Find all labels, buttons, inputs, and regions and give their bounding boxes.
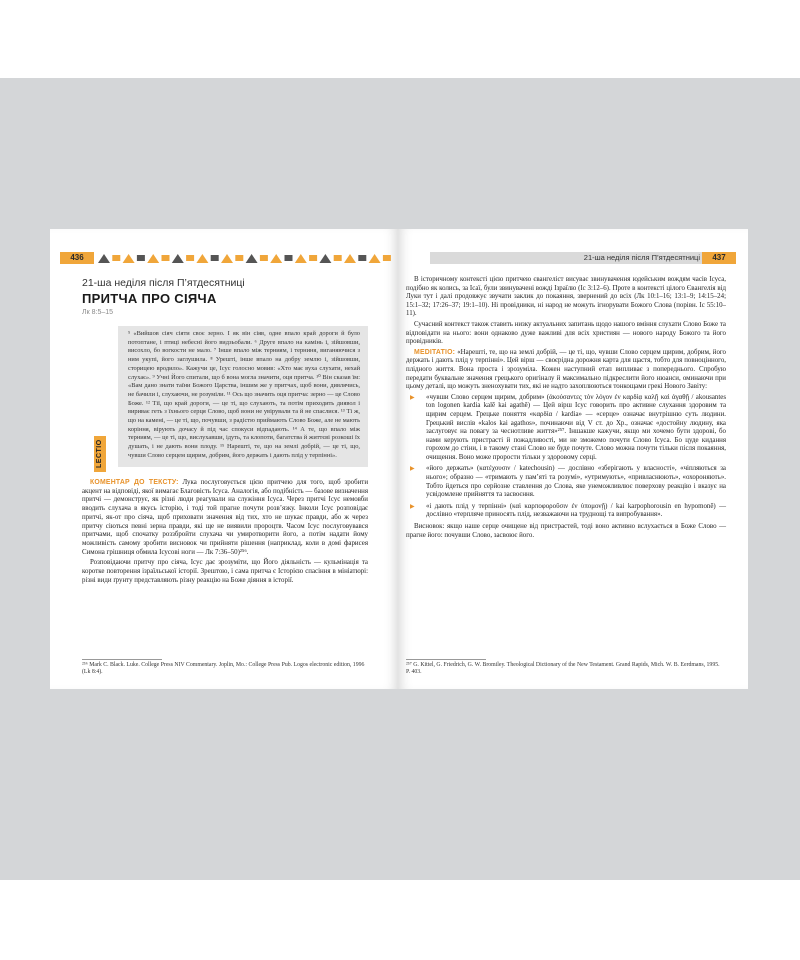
- lectio-quote-box: [118, 326, 368, 467]
- left-page: [50, 229, 398, 689]
- meditatio-paragraph: [406, 349, 726, 392]
- paragraph: В історичному контексті цією притчею євангеліст висуває звинувачення юдейським вождям часів Ісуса, подібно як колись, за Ісаї, були звинувачені вожді Ізраїлю (Іс 3:12–6). Проте в контексті цілого Євангелія від Луки тут і далі продовжує звучати заклик до покаяння, звернений до всіх (Лк 10:1–16; 13:1–9; 14:15–24; 15:1–32; 17:26–37; 19:1–10). Ні провідники, ні народ не можуть ігнорувати Божого Слова (порівн. Іс 55:10–11).: [406, 276, 726, 318]
- top-margin: [0, 0, 800, 78]
- right-body: [406, 276, 726, 542]
- bullet-list: [406, 394, 726, 520]
- list-item: ▶ «чувши Слово серцем щирим, добрим» (ἀκούσαντες τὸν λόγον ἐν καρδίᾳ καλῇ καὶ ἀγαθῇ / akousantes ton logonen kardia kalē kai agathē) — Цей вірш Ісус говорить про активне слухання здоровим та щирим серцем. Грецьке поняття «καρδία / kardia» — «серце» означає внутрішню суть людини. Грецький вислів «kalos kai agathos», починаючи від V ст. до Хр., означає «достойну людину, яка заслуговує на повагу за чеснотливе життя»²⁵⁷. Іншакше кажучи, якщо ми хочемо бути здорові, бо нами керують пристрасті й пожадливості, ми не зможемо почути Слово Ісуса. Бо цуде кидання горохом до стіни, і в такому стані Слово не буде почуте. Слово можна почути тільки після покаяння, очищення. Воно може прорости тільки у здоровому серці.: [410, 393, 726, 461]
- bullet-icon: ▶: [410, 394, 415, 401]
- list-item: ▶ «і дають плід у терпінні» (καὶ καρποφοροῦσιν ἐν ὑπομονῇ) / kai karpophorousin en hypomonē) — дослівно «терпляче приносять плід, незважаючи на труднощі та випробування».: [410, 502, 726, 519]
- ornament-motif: [137, 255, 145, 261]
- lectio-text: ⁵ «Вийшов сіяч сіяти своє зерно. І як він сіяв, одне впало край дороги й було потоптане, і птиці небесні його видзьобали. ⁶ Друге впало на камінь і, зійшовши, висохло, бо вогкости не мало. ⁷ Інше впало між терниям, і терниня, виганяючися з ним укупі, його заглушила. ⁸ Урешті, інше впало на добру землю і, зійшовши, сторицею вродило». Кажучи це, Ісус голосно мовив: «Хто має вуха слухати, нехай слухає». ⁹ Учні Його спитали, що б вона могла значити, оця притча. ¹⁰ Він сказав їм: «Вам дано знати таїни Божого Царства, іншим же у притчах, щоб вони, дивлячись, не бачили і, слухаючи, не розуміли. ¹¹ Ось що значить оця притча: зерно — це Слово Боже. ¹² Тії, що край дороги, — це ті, що слухають, та потім приходить диявол і вириває геть з їхнього серця Слово, щоб вони не увірували та й не спаслися. ¹³ Ті ж, що на камені, — це ті, що, почувши, з радістю приймають Слово Боже, але не мають коріння, вірують дочасу й під час спокуси відпадають. ¹⁴ А те, що впало між терниям, — це ті, що, вислухавши, ідуть, та клопоти, багатства й життєві розкоші їх душать, і не дають вони плоду. ¹⁵ Нарешті, те, що на землі добрій, — це ті, що, чувши Слово серцем щирим, добрим, його держать і дають плід у терпінні».: [128, 330, 360, 459]
- ornament-motif: [186, 255, 194, 261]
- scripture-reference: Лк 8:5–15: [82, 309, 114, 316]
- ornament-motif: [196, 254, 208, 263]
- ornament-motif: [334, 255, 342, 261]
- bullet-icon: ▶: [410, 503, 415, 510]
- ornament-motif: [112, 255, 120, 261]
- ornament-motif: [309, 255, 317, 261]
- ornament-motif: [369, 254, 381, 263]
- section-title: ПРИТЧА ПРО СІЯЧА: [82, 291, 217, 306]
- conclusion: Висновок: якщо наше серце очищене від пристрастей, тоді воно активно вслухається в Боже Слово — прагне його: почувши Слово, засвоює його.: [406, 523, 726, 539]
- ornament-motif: [211, 255, 219, 261]
- ornament-motif: [344, 254, 356, 263]
- commentary-text: Лука послуговується цією притчею для того, щоб зробити акцент на відповіді, якої вимагає Благовість Ісуса. Аналогія, або подібність — базове визначення притчі — демонструє, як різні люди реагували на служіння Ісуса. Через притчі Ісус немовби вводить слухача в якусь історію, і тоді той прагне почути розв’язку. Інколи Ісус розповідає притчі, як-от про сіяча, щоб приховати значення від тих, хто не шукає правди, або ж через притчу сіються певні зерна правди, які ще не виявили пророцтв. Часом Ісус послуговувався притчами, щоб спочатку роззбройти слухача чи умиротворити його, а потім надати йому можливість самому зробити висновок чи прийняти рішення (наприклад, коли в домі фарисея Симона грішниця обмила Ісусові ноги — Лк 7:36–50)²⁵⁶.: [82, 479, 369, 556]
- ornament-motif: [383, 255, 391, 261]
- ornament-motif: [319, 254, 331, 263]
- footnote-rule: [406, 659, 486, 660]
- footnote: ²⁵⁷ G. Kittel, G. Friedrich, G. W. Bromiley. Theological Dictionary of the New Testament. Grand Rapids, Mich. W. B. Eerdmans, 1995. P. 403.: [406, 662, 720, 675]
- page-number: 437: [702, 252, 736, 264]
- sunday-title: 21-ша неділя після П’ятдесятниці: [82, 277, 245, 289]
- commentary-body: [82, 479, 368, 587]
- page-number: 436: [60, 252, 94, 264]
- ornament-motif: [147, 254, 159, 263]
- footnote-rule: [82, 659, 162, 660]
- paragraph: Сучасний контекст також ставить низку актуальних запитань щодо нашого вміння слухати Слово Боже та відповідати на нього: вони однаково дуже важливі для всіх християн — нового народу Божого та його провідників.: [406, 320, 726, 346]
- ornament-motif: [270, 254, 282, 263]
- running-header: 21-ша неділя після П’ятдесятниці: [583, 253, 700, 262]
- meditatio-text: «Нарешті, те, що на землі добрій, — це ті, що, чувши Слово серцем щирим, добрим, його держать і дають плід у терпінні». Цей вірш — своєрідна дорожня карта для щастя, тобто для повноцінного, плідного життя. Вона проста і зрозуміла. Кожен наступний етап випливає з попереднього. Спробую передати буквальне значення грецького оригіналу й максимально підкреслити його нюанси, оминаючи при цьому деталі, що можуть зненохувати тих, які не надто захоплюються тонкощами грекі Нового Завіту:: [406, 348, 726, 391]
- bullet-icon: ▶: [410, 466, 415, 473]
- ornament-motif: [246, 254, 258, 263]
- meditatio-label: MEDITATIO:: [414, 348, 456, 356]
- ornament-motif: [358, 255, 366, 261]
- lectio-tab: LECTIO: [94, 436, 106, 472]
- ornament-motif: [295, 254, 307, 263]
- right-page: [398, 229, 748, 689]
- ornament-motif: [98, 254, 110, 263]
- ornament-motif: [285, 255, 293, 261]
- ornament-motif: [172, 254, 184, 263]
- ornament-motif: [221, 254, 233, 263]
- footnote: ²⁵⁶ Mark C. Black. Luke. College Press NIV Commentary. Joplin, Mo.: College Press Pub. Logos electronic edition, 1996 (Lk 8:4).: [82, 662, 365, 675]
- ornament-motif: [235, 255, 243, 261]
- commentary-paragraph: [82, 479, 368, 557]
- ornament-band: [98, 253, 394, 263]
- ornament-motif: [260, 255, 268, 261]
- ornament-motif: [123, 254, 135, 263]
- list-item: ▶ «його держать» (κατέχουσιν / katechousin) — дослівно «зберігають у власності», «чіпляються за нього»; образно — «тримають у пам’яті та розумі», «утримують», «привласнюють», «охороняють». Тобто йдеться про серйозне ставлення до Слова, яке унеможливлює поверхову реакцію і вказує на усвідомлене прийняття та засвоєння.: [410, 465, 726, 499]
- commentary-label: КОМЕНТАР ДО ТЕКСТУ:: [90, 479, 179, 486]
- bottom-margin: [0, 880, 800, 960]
- paragraph: Розповідаючи притчу про сіяча, Ісус дає зрозуміти, що Його діяльність — кульмінація та коротке повторення ізраїльської історії. Зрештою, і сама притча є Історією спасіння в мініатюрі: різні види ґрунту представляють різну реакцію на Боже діяння в історії.: [82, 559, 368, 584]
- ornament-motif: [162, 255, 170, 261]
